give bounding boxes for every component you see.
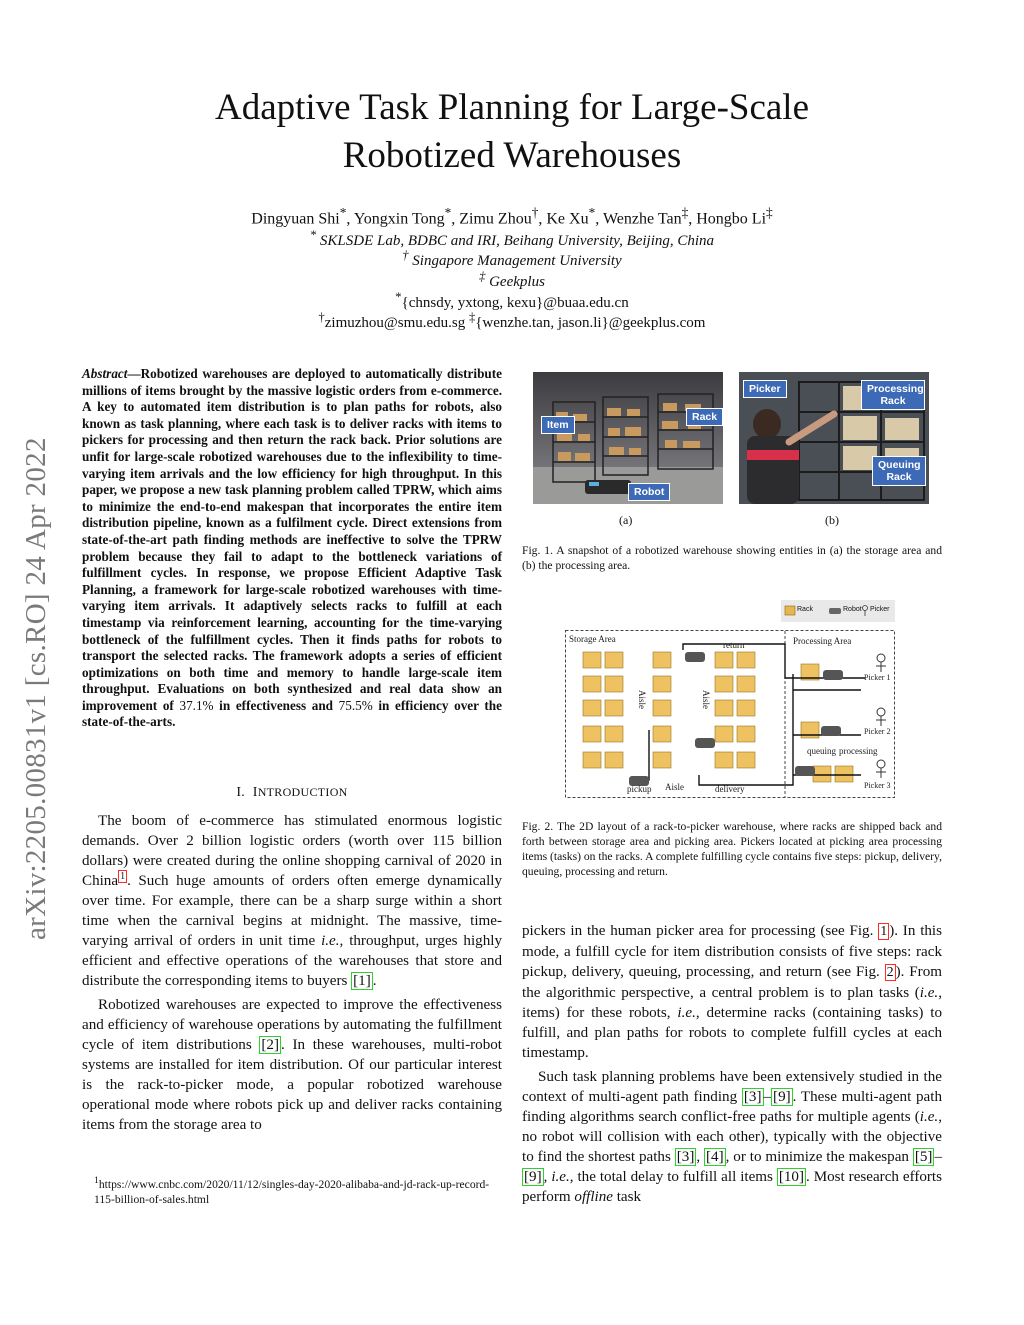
email-text: zimuzhou@smu.edu.sg [324,315,466,331]
text: – [763,1089,772,1105]
text: i.e. [677,1005,696,1021]
storage-rack [605,676,623,692]
intro-right-column [522,921,942,1207]
section-heading [82,785,502,801]
email-mark: † [318,310,325,324]
paragraph [82,811,502,991]
abstract-text: Robotized warehouses are deployed to automatically distribute millions of items brought by the massive logistic orders from e-commerce. A key to automated item distribution is to plan paths for robots, also known as task planning, where each task is to deliver racks with items to pickers for processing and then return the rack back. Prior solutions are unfit for large-scale robotized warehouses due to the inflexibility to time-varying item arrivals and the low efficiency for high throughput. In this paper, we propose a new task planning problem called TPRW, which aims to minimize the end-to-end makespan that incorporates the entire item distribution pipeline, known as a fulfilment cycle. Direct extensions from state-of-the-art path finding methods are ineffective to solve the TPRW problem because they fail to adapt to the bottleneck variations of fulfillment cycles. In response, we propose Efficient Adaptive Task Planning, a framework for large-scale robotized warehouses with time-varying item arrivals. It adaptively selects racks to fulfill at each timestamp via reinforcement learning, accounting for the time-varying bottleneck of the fulfillment cycles. Then it finds paths for robots to transport the selected racks. The framework adopts a series of efficient optimizations on both time and memory to handle large-scale item throughput. Evaluations on both synthesized and real data show an improvement of [82,366,502,713]
email-text: {chnsdy, yxtong, kexu}@buaa.edu.cn [401,295,629,311]
abstract-number: 37.1% [179,697,214,713]
text: offline [574,1189,613,1205]
text: Robotized warehouses are expected to improve the effectiveness and efficiency of warehouse operations by automating the fulfillment cycle of item distributions [82,997,502,1053]
footnote-url[interactable]: https://www.cnbc.com/2020/11/12/singles-day-2020-alibaba-and-jd-rack-up-record-115-billion-of-sales.html [94,1177,490,1206]
label-queuing-rack: Queuing Rack [872,456,926,486]
text: pickers in the human picker area for processing (see Fig. [522,923,879,939]
email-mark: * [395,290,402,304]
author: Zimu Zhou [459,210,532,228]
citation-link[interactable]: [1] [353,973,371,989]
text: , or to minimize the makespan [725,1149,913,1165]
text: ). From the algorithmic perspective, a central problem is to plan tasks ( [522,964,942,1001]
figure-1a-photo [533,372,723,504]
storage-rack [583,676,601,692]
text: , no robot will collision with each other), typically with the objective to find the shortest paths [522,1109,942,1165]
text: i.e. [321,933,340,949]
storage-rack [737,752,755,768]
return-label: return [723,640,745,650]
delivery-label: delivery [715,784,745,794]
author-mark: * [588,205,596,220]
author-mark: ‡ [681,205,689,220]
paragraph [522,921,942,1063]
email-text: {wenzhe.tan, jason.li}@geekplus.com [475,315,706,331]
queued-rack [813,766,831,782]
email-line-2 [100,307,924,333]
storage-rack [605,652,623,668]
affil-mark: * [309,228,317,242]
citation-link[interactable]: [4] [706,1149,724,1165]
author-mark: * [339,205,347,220]
citation-link[interactable]: [3] [676,1149,695,1165]
figure-2-caption: Fig. 2. The 2D layout of a rack-to-picker warehouse, where racks are shipped back and forth between storage area and picking area. Pickers located at picking area processing items (tasks) on the racks. A complete fulfilling cycle contains five steps: pickup, delivery, queuing, processing and return. [522,820,942,878]
paragraph [82,995,502,1135]
label-picker: Picker [743,380,787,398]
aisle-vertical-label-2: Aisle [701,690,711,709]
citation-link[interactable]: [5] [914,1149,933,1165]
text: . Such huge amounts of orders often emerge dynamically over time. For example, there can be a sharp surge within a short time when the carnival begins at midnight. The massive, time-varying arrival of orders in unit time [82,873,502,949]
text: ). In this mode, a fulfill cycle for item distribution consists of five steps: rack pickup, delivery, queuing, processing, and return (see Fig. [522,923,942,980]
title-line-1: Adaptive Task Planning for Large-Scale [214,87,810,128]
abstract-dash: — [127,366,141,381]
text: . [372,973,377,989]
citation-link[interactable]: [10] [778,1169,804,1185]
citation-link[interactable]: [9] [524,1169,542,1185]
author: Dingyuan Shi [251,210,340,228]
author: Wenzhe Tan [602,210,682,228]
legend-picker: Picker [870,606,890,613]
text: , the total delay to fulfill all items [569,1169,777,1185]
text: . Most research efforts perform [522,1169,942,1205]
affil-text: Singapore Management University [412,253,622,269]
figure-link[interactable]: 1 [880,924,888,939]
figure-2-legend [781,600,895,622]
section-title-rest: NTRODUCTION [257,785,348,799]
storage-rack [737,726,755,742]
storage-rack [737,676,755,692]
storage-rack [583,700,601,716]
text: i.e. [919,985,939,1001]
text: . In these warehouses, multi-robot systems are installed for item distribution. Of our particular interest is the rack-to-picker mode, a popular robotized warehouse operational mode where robots pick up and deliver racks containing items from the storage area to [82,1037,502,1133]
abstract-text: in efficiency over the state-of-the-arts. [82,697,502,730]
text: i.e. [919,1109,939,1125]
storage-rack [715,676,733,692]
text: The boom of e-commerce has stimulated enormous logistic demands. Over 2 billion logistic orders (worth over 115 billion dollars) were created during the online shopping carnival of 2020 in China [82,813,502,889]
paragraph [522,1067,942,1207]
storage-rack [605,752,623,768]
footnote [82,1173,502,1207]
footnote-mark: 1 [94,1175,99,1186]
label-processing-rack: Processing Rack [861,380,925,410]
label-rack: Rack [686,408,723,426]
author-mark: † [531,205,539,220]
figure-1b-sublabel: (b) [825,513,839,527]
legend-rack: Rack [797,606,813,613]
arxiv-stamp: arXiv:2205.00831v1 [cs.RO] 24 Apr 2022 [20,437,52,940]
queuing-label: queuing [807,746,836,756]
text: , [696,1149,705,1165]
text: , [543,1169,552,1185]
abstract-text: in effectiveness and [213,697,339,713]
citation-link[interactable]: [2] [261,1037,280,1053]
author: Yongxin Tong [353,210,445,228]
affil-text: Geekplus [489,274,545,290]
citation-link[interactable]: [3] [743,1089,762,1105]
processing-label: processing [839,746,878,756]
pickup-label: pickup [627,784,652,794]
author: Ke Xu [546,210,589,228]
affil-text: SKLSDE Lab, BDBC and IRI, Beihang University, Beijing, China [319,233,715,249]
abstract-lead: Abstract [82,366,128,381]
abstract [82,366,502,731]
storage-rack [583,752,601,768]
storage-rack [715,652,733,668]
storage-rack [715,726,733,742]
legend-robot: Robot [843,606,862,613]
storage-rack [605,700,623,716]
text: Such task planning problems have been extensively studied in the context of multi-agent path finding [522,1069,942,1105]
text: task [612,1189,642,1205]
text: , determine racks (containing tasks) to fulfill, and plan paths for robots to complete fulfill cycles at each timestamp. [522,1005,942,1061]
storage-rack [737,652,755,668]
figure-2-layout-diagram [565,630,895,798]
text: i.e. [551,1169,570,1185]
author-mark: * [444,205,452,220]
title-line-2: Robotized Warehouses [342,135,682,176]
storage-area-label: Storage Area [569,634,616,644]
email-mark: ‡ [468,310,476,324]
text: , throughput, urges highly efficient and effective operations of the warehouses that store and distribute the corresponding items to buyers [82,933,502,989]
storage-rack [653,726,671,742]
figure-link[interactable]: 2 [886,965,894,980]
picker-3-label: Picker 3 [864,781,891,790]
storage-rack [583,726,601,742]
footnote-link[interactable]: 1 [120,870,126,882]
affil-mark: † [402,248,409,262]
label-item: Item [541,416,575,434]
storage-rack [653,752,671,768]
author-mark: ‡ [766,205,773,220]
author: Hongbo Li [696,210,767,228]
citation-link[interactable]: [9] [773,1089,791,1105]
queued-rack [835,766,853,782]
section-number: I. [236,785,246,800]
section-title-cap: I [252,785,258,800]
storage-rack [653,676,671,692]
processing-area-label: Processing Area [793,636,852,646]
figure-1a-sublabel: (a) [619,513,633,527]
storage-rack [605,726,623,742]
author-list: Dingyuan Shi*, Yongxin Tong*, Zimu Zhou†, Ke Xu*, Wenzhe Tan‡, Hongbo Li‡ [251,205,773,228]
aisle-vertical-label-1: Aisle [637,690,647,709]
aisle-bottom-label: Aisle [665,782,684,792]
storage-rack [653,652,671,668]
storage-rack [583,652,601,668]
storage-rack [653,700,671,716]
storage-rack [737,700,755,716]
affil-mark: ‡ [479,269,486,283]
figure-1-caption: Fig. 1. A snapshot of a robotized warehouse showing entities in (a) the storage area and (b) the processing area. [522,544,942,572]
paper-title [100,84,924,180]
text: , items) for these robots, [522,985,942,1021]
picker-2-label: Picker 2 [864,727,891,736]
intro-left-column [82,811,502,1135]
text: . These multi-agent path finding algorithms search conflict-free paths for multiple agents ( [522,1089,942,1125]
picker-1-label: Picker 1 [864,673,891,682]
storage-rack [715,752,733,768]
text: – [934,1149,943,1165]
figure-1b-photo [739,372,929,504]
label-robot: Robot [628,483,670,501]
storage-rack [715,700,733,716]
abstract-number: 75.5% [338,697,373,713]
